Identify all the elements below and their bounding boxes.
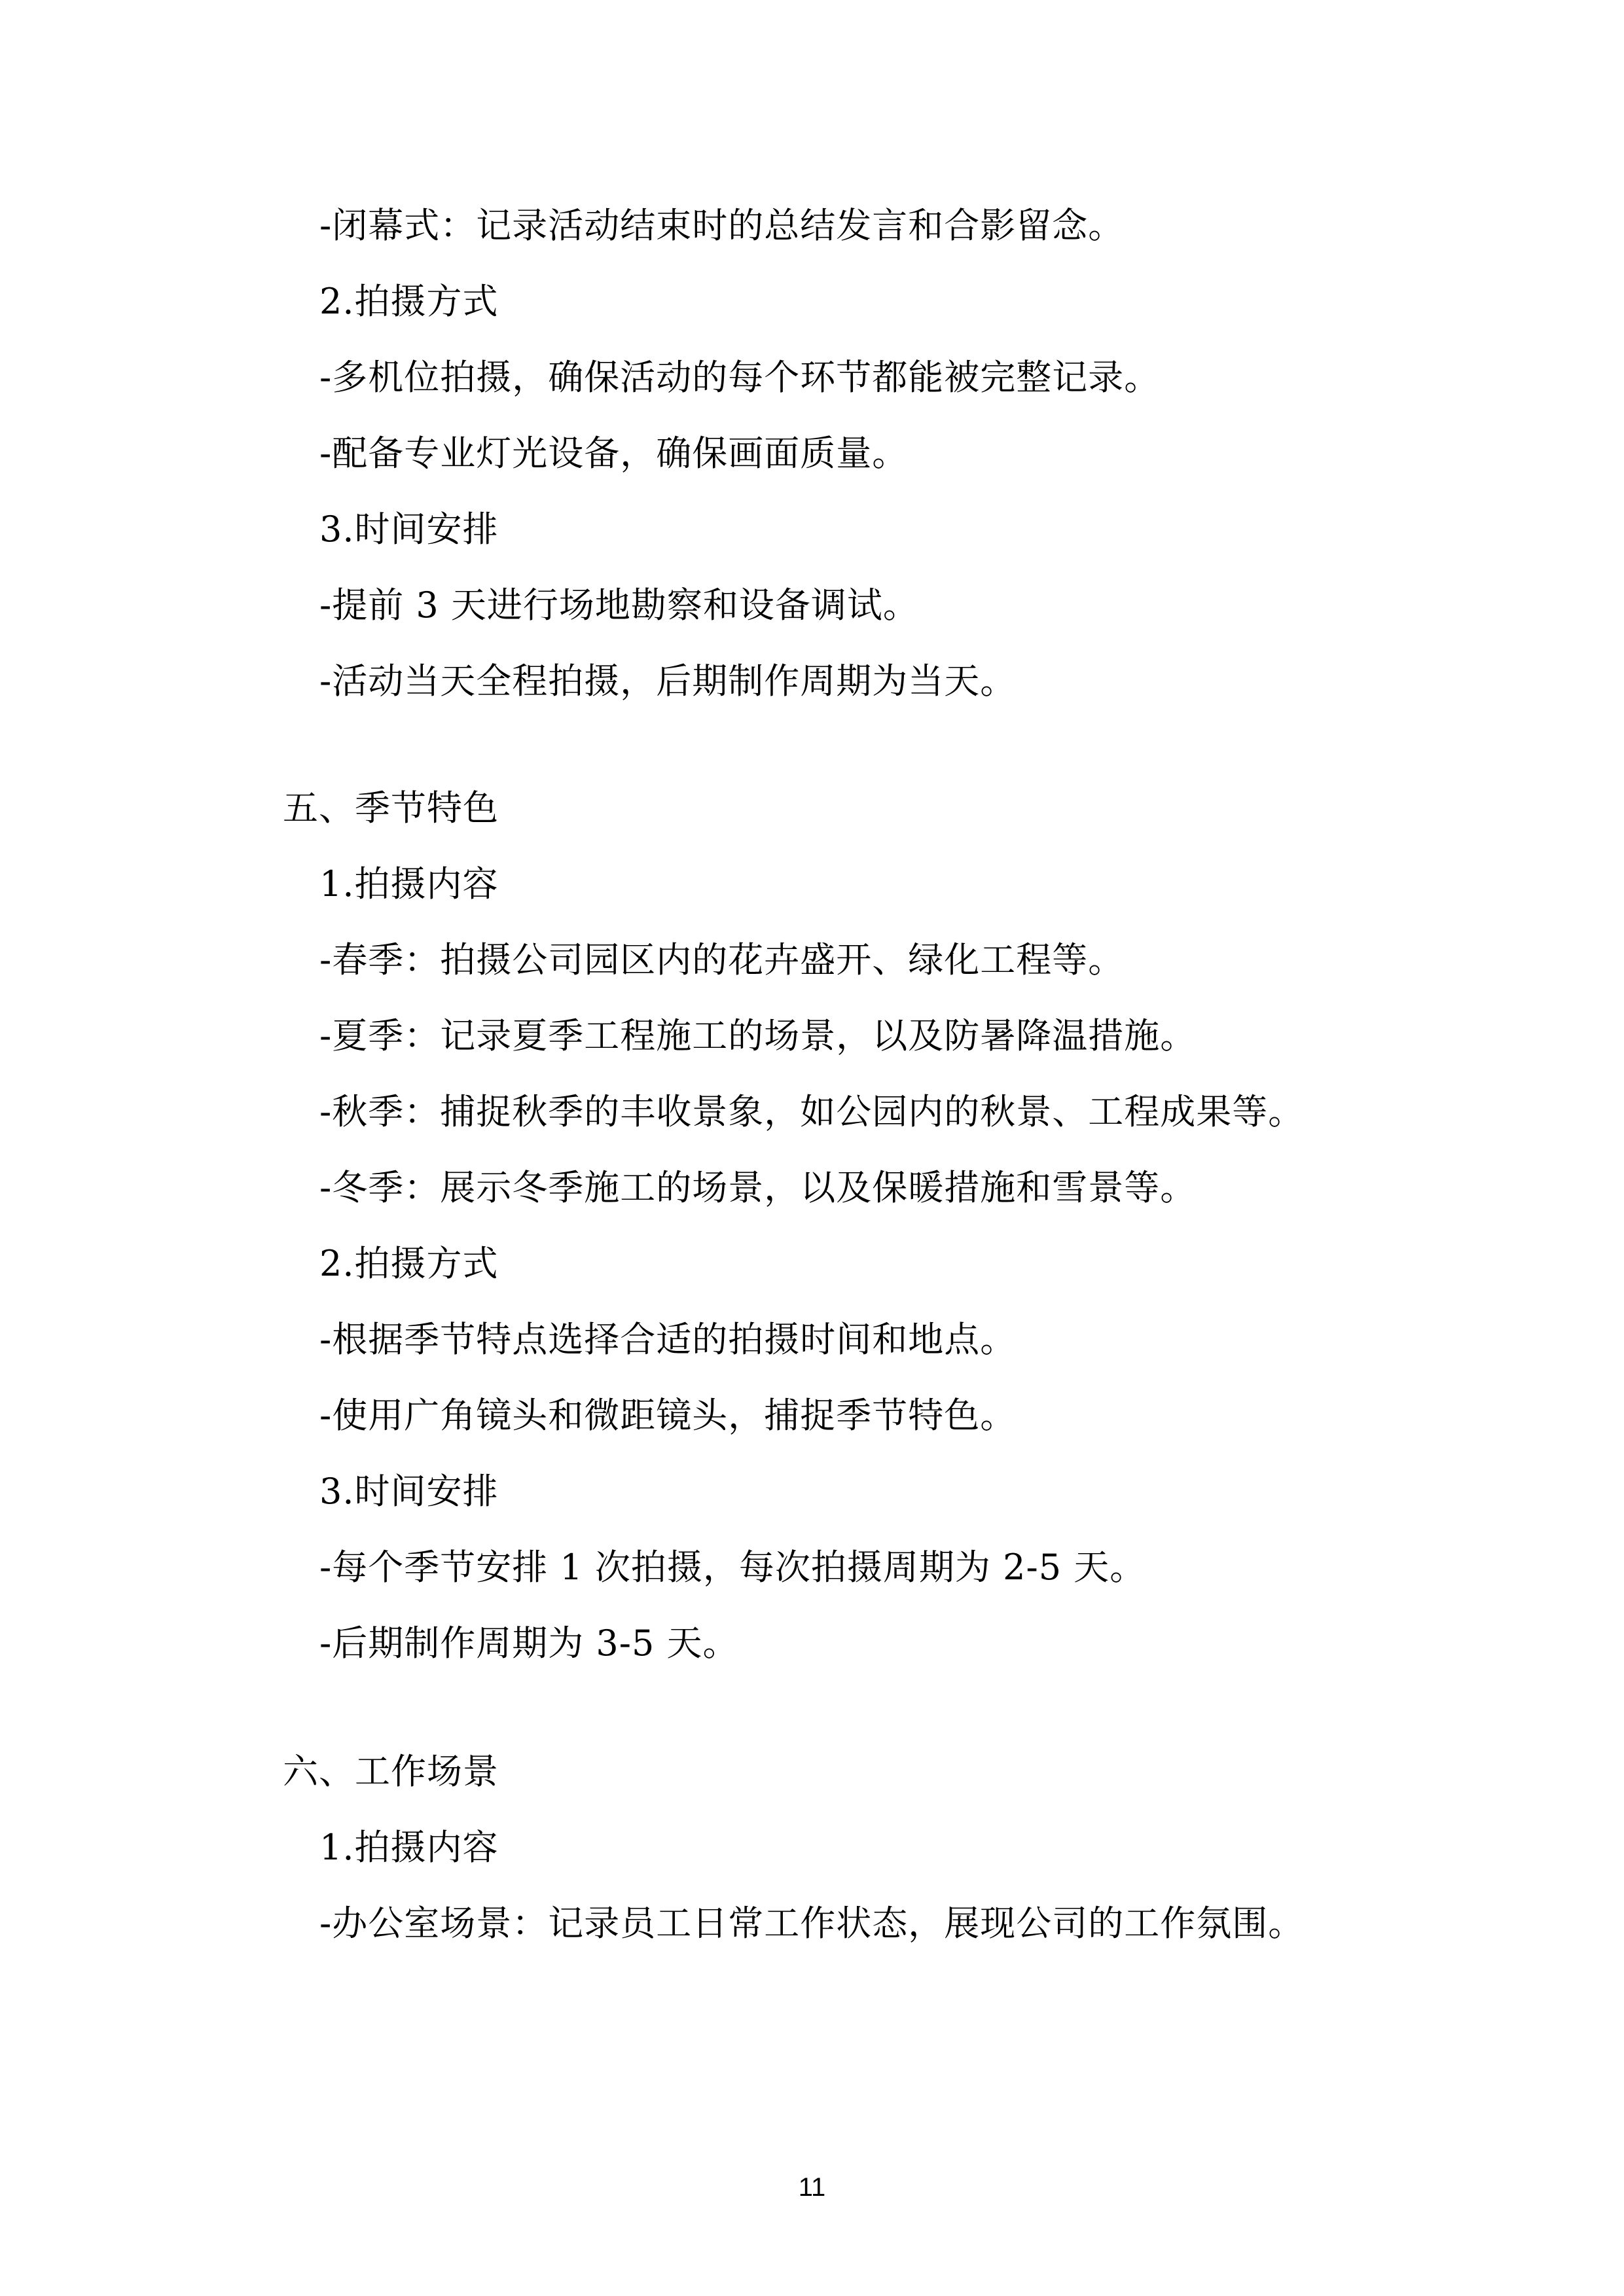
text-line: -活动当天全程拍摄，后期制作周期为当天。 — [319, 660, 1017, 702]
text-line: -闭幕式：记录活动结束时的总结发言和合影留念。 — [319, 205, 1125, 246]
text-line: -根据季节特点选择合适的拍摄时间和地点。 — [319, 1319, 1017, 1360]
subheading: 3.时间安排 — [319, 509, 499, 550]
text-line: -每个季节安排 1 次拍摄，每次拍摄周期为 2-5 天。 — [319, 1547, 1146, 1588]
text-line: -冬季：展示冬季施工的场景，以及保暖措施和雪景等。 — [319, 1167, 1197, 1208]
subheading: 2.拍摄方式 — [319, 1243, 499, 1284]
section-heading: 五、季节特色 — [283, 787, 499, 829]
text-line: -提前 3 天进行场地勘察和设备调试。 — [319, 584, 919, 626]
page-number: 11 — [798, 2173, 826, 2202]
text-line: -多机位拍摄，确保活动的每个环节都能被完整记录。 — [319, 357, 1161, 398]
text-line: -春季：拍摄公司园区内的花卉盛开、绿化工程等。 — [319, 939, 1125, 980]
subheading: 3.时间安排 — [319, 1471, 499, 1512]
subheading: 2.拍摄方式 — [319, 281, 499, 322]
text-line: -使用广角镜头和微距镜头，捕捉季节特色。 — [319, 1395, 1017, 1436]
text-line: -配备专业灯光设备，确保画面质量。 — [319, 433, 909, 474]
subheading: 1.拍摄内容 — [319, 863, 499, 905]
subheading: 1.拍摄内容 — [319, 1827, 499, 1868]
text-line: -秋季：捕捉秋季的丰收景象，如公园内的秋景、工程成果等。 — [319, 1091, 1305, 1132]
text-line: -夏季：记录夏季工程施工的场景，以及防暑降温措施。 — [319, 1015, 1197, 1056]
section-heading: 六、工作场景 — [283, 1751, 499, 1792]
text-line: -办公室场景：记录员工日常工作状态，展现公司的工作氛围。 — [319, 1903, 1305, 1944]
text-line: -后期制作周期为 3-5 天。 — [319, 1623, 739, 1664]
